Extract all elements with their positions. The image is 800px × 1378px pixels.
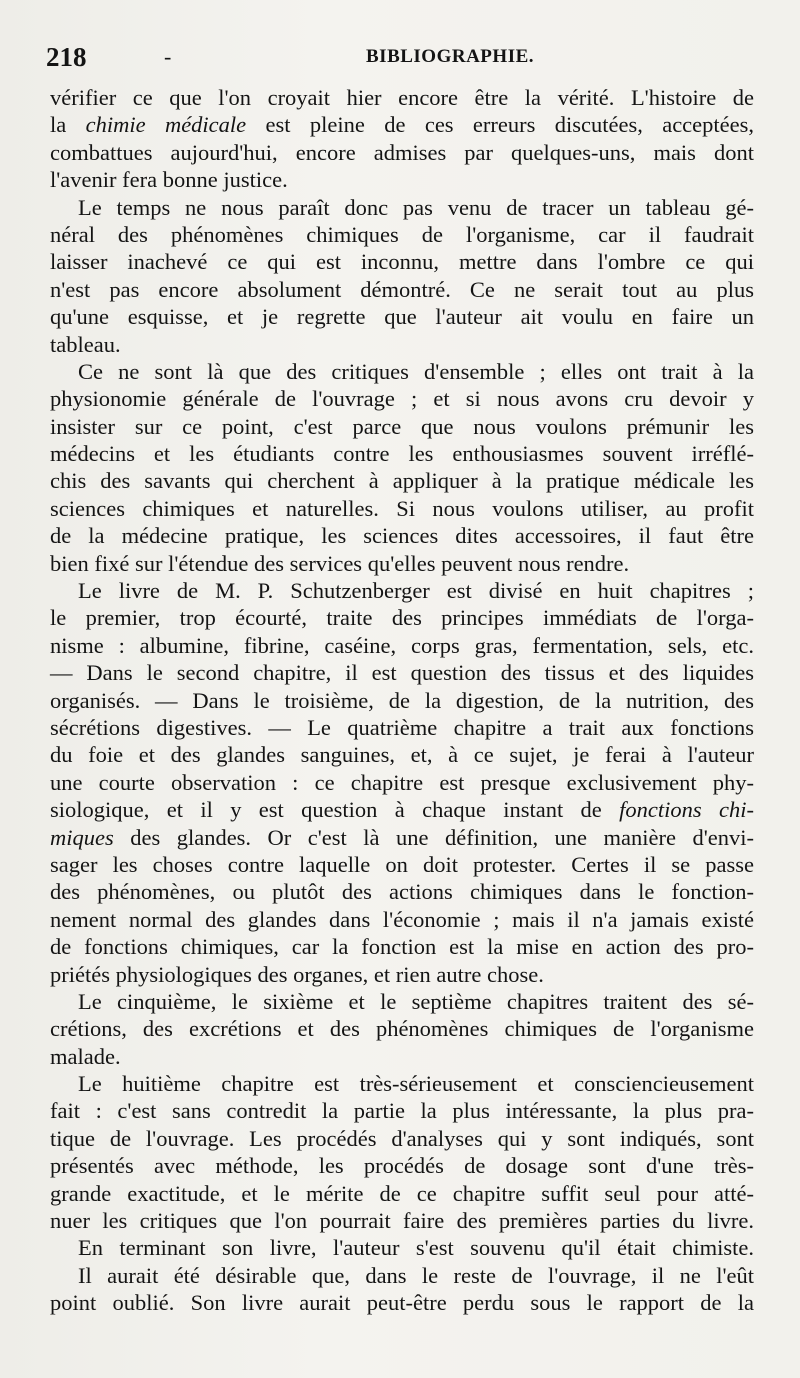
text-run: fait : c'est sans contredit la partie la plus intéressante, la plus pra- xyxy=(50,1098,754,1124)
text-run: des phénomènes, ou plutôt des actions chimiques dans le fonction- xyxy=(50,879,754,905)
text-line xyxy=(50,988,754,1015)
text-run: Ce ne sont là que des critiques d'ensemble ; elles ont trait à la xyxy=(78,358,754,384)
text-run: nisme : albumine, fibrine, caséine, corps gras, fermentation, sels, etc. xyxy=(50,632,754,658)
text-run: organisés. — Dans le troisième, de la digestion, de la nutrition, des xyxy=(50,687,754,713)
text-run: bien fixé sur l'étendue des services qu'elles peuvent nous rendre. xyxy=(50,550,630,576)
text-run: chis des savants qui cherchent à appliquer à la pratique médicale les xyxy=(50,468,754,494)
text-run: crétions, des excrétions et des phénomènes chimiques de l'organisme xyxy=(50,1016,754,1042)
text-line xyxy=(50,522,754,549)
text-line xyxy=(50,824,754,851)
text-run: grande exactitude, et le mérite de ce chapitre suffit seul pour atté- xyxy=(50,1180,754,1206)
text-line xyxy=(50,659,754,686)
text-line xyxy=(50,1125,754,1152)
text-line xyxy=(50,221,754,248)
text-run: Le huitième chapitre est très-sérieusement et consciencieusement xyxy=(78,1071,754,1097)
text-line xyxy=(50,276,754,303)
text-line xyxy=(50,1289,754,1316)
text-run: point oublié. Son livre aurait peut-être perdu sous le rapport de la xyxy=(50,1290,754,1316)
text-run: néral des phénomènes chimiques de l'organisme, car il faudrait xyxy=(50,221,754,247)
text-line xyxy=(50,440,754,467)
text-run: tableau. xyxy=(50,331,121,357)
text-run: vérifier ce que l'on croyait hier encore être la vérité. L'histoire de xyxy=(50,85,754,110)
text-line xyxy=(50,878,754,905)
header-dash: - xyxy=(164,44,172,69)
text-run: médecins et les étudiants contre les enthousiasmes souvent irréflé- xyxy=(50,441,754,467)
text-line xyxy=(50,194,754,221)
text-line xyxy=(50,1207,754,1234)
body-text xyxy=(50,84,754,1317)
text-run: l'avenir fera bonne justice. xyxy=(50,167,288,193)
text-line xyxy=(50,1097,754,1124)
text-line xyxy=(50,577,754,604)
text-line xyxy=(50,714,754,741)
text-line xyxy=(50,413,754,440)
text-line xyxy=(50,248,754,275)
text-run: En terminant son livre, l'auteur s'est souvenu qu'il était chimiste. xyxy=(78,1235,754,1261)
text-line xyxy=(50,385,754,412)
text-run: une courte observation : ce chapitre est presque exclusivement phy- xyxy=(50,769,754,795)
text-run: est pleine de ces erreurs discutées, acceptées, xyxy=(246,112,755,138)
text-line xyxy=(50,550,754,577)
text-line xyxy=(50,796,754,823)
text-run: — Dans le second chapitre, il est question des tissus et des liquides xyxy=(50,660,754,686)
text-line xyxy=(50,632,754,659)
italic-text: chimie médicale xyxy=(85,112,247,138)
text-run: insister sur ce point, c'est parce que nous voulons prémunir les xyxy=(50,413,754,439)
text-line xyxy=(50,303,754,330)
page-header xyxy=(46,36,746,76)
text-line xyxy=(50,166,754,193)
text-run: le premier, trop écourté, traite des principes immédiats de l'orga- xyxy=(50,605,754,631)
text-line xyxy=(50,111,754,138)
text-run: sécrétions digestives. — Le quatrième chapitre a trait aux fonctions xyxy=(50,714,754,740)
text-line xyxy=(50,139,754,166)
text-line xyxy=(50,961,754,988)
text-line xyxy=(50,1015,754,1042)
text-line xyxy=(50,84,754,111)
text-run: de fonctions chimiques, car la fonction est la mise en action des pro- xyxy=(50,934,754,960)
text-run: Il aurait été désirable que, dans le reste de l'ouvrage, il ne l'eût xyxy=(78,1262,754,1288)
italic-text: fonctions chi- xyxy=(619,797,754,823)
text-run: Le cinquième, le sixième et le septième chapitres traitent des sé- xyxy=(78,988,754,1014)
text-line xyxy=(50,1043,754,1070)
text-run: qu'une esquisse, et je regrette que l'auteur ait voulu en faire un xyxy=(50,304,754,330)
text-line xyxy=(50,933,754,960)
text-line xyxy=(50,1262,754,1289)
text-run: tique de l'ouvrage. Les procédés d'analyses qui y sont indiqués, sont xyxy=(50,1125,754,1151)
text-run: la xyxy=(50,112,86,138)
text-run: Le temps ne nous paraît donc pas venu de tracer un tableau gé- xyxy=(78,194,754,220)
text-line xyxy=(50,741,754,768)
text-line xyxy=(50,495,754,522)
text-line xyxy=(50,1152,754,1179)
text-run: de la médecine pratique, les sciences dites accessoires, il faut être xyxy=(50,523,754,549)
page-number: 218 xyxy=(46,42,87,72)
text-run: sciences chimiques et naturelles. Si nous voulons utiliser, au profit xyxy=(50,495,754,521)
text-line xyxy=(50,1180,754,1207)
text-run: présentés avec méthode, les procédés de dosage sont d'une très- xyxy=(50,1153,754,1179)
text-run: sager les choses contre laquelle on doit protester. Certes il se passe xyxy=(50,851,754,877)
running-head: BIBLIOGRAPHIE. xyxy=(366,46,535,67)
text-line xyxy=(50,1070,754,1097)
text-run: nuer les critiques que l'on pourrait faire des premières parties du livre. xyxy=(50,1208,754,1234)
text-run: nement normal des glandes dans l'économie ; mais il n'a jamais existé xyxy=(50,906,754,932)
text-line xyxy=(50,604,754,631)
text-run: malade. xyxy=(50,1043,121,1069)
text-line xyxy=(50,1234,754,1261)
text-run: Le livre de M. P. Schutzenberger est divisé en huit chapitres ; xyxy=(78,578,754,604)
text-run: physionomie générale de l'ouvrage ; et si nous avons cru devoir y xyxy=(50,386,754,412)
text-line xyxy=(50,331,754,358)
text-line xyxy=(50,906,754,933)
text-run: priétés physiologiques des organes, et rien autre chose. xyxy=(50,961,544,987)
text-run: siologique, et il y est question à chaque instant de xyxy=(50,797,620,823)
italic-text: miques xyxy=(50,824,114,850)
text-run: du foie et des glandes sanguines, et, à ce sujet, je ferai à l'auteur xyxy=(50,742,754,768)
text-line xyxy=(50,687,754,714)
text-run: combattues aujourd'hui, encore admises par quelques-uns, mais dont xyxy=(50,139,754,165)
text-run: n'est pas encore absolument démontré. Ce ne serait tout au plus xyxy=(50,276,754,302)
text-line xyxy=(50,467,754,494)
text-line xyxy=(50,769,754,796)
text-run: des glandes. Or c'est là une définition, une manière d'envi- xyxy=(113,824,754,850)
text-line xyxy=(50,358,754,385)
text-line xyxy=(50,851,754,878)
text-run: laisser inachevé ce qui est inconnu, mettre dans l'ombre ce qui xyxy=(50,249,754,275)
